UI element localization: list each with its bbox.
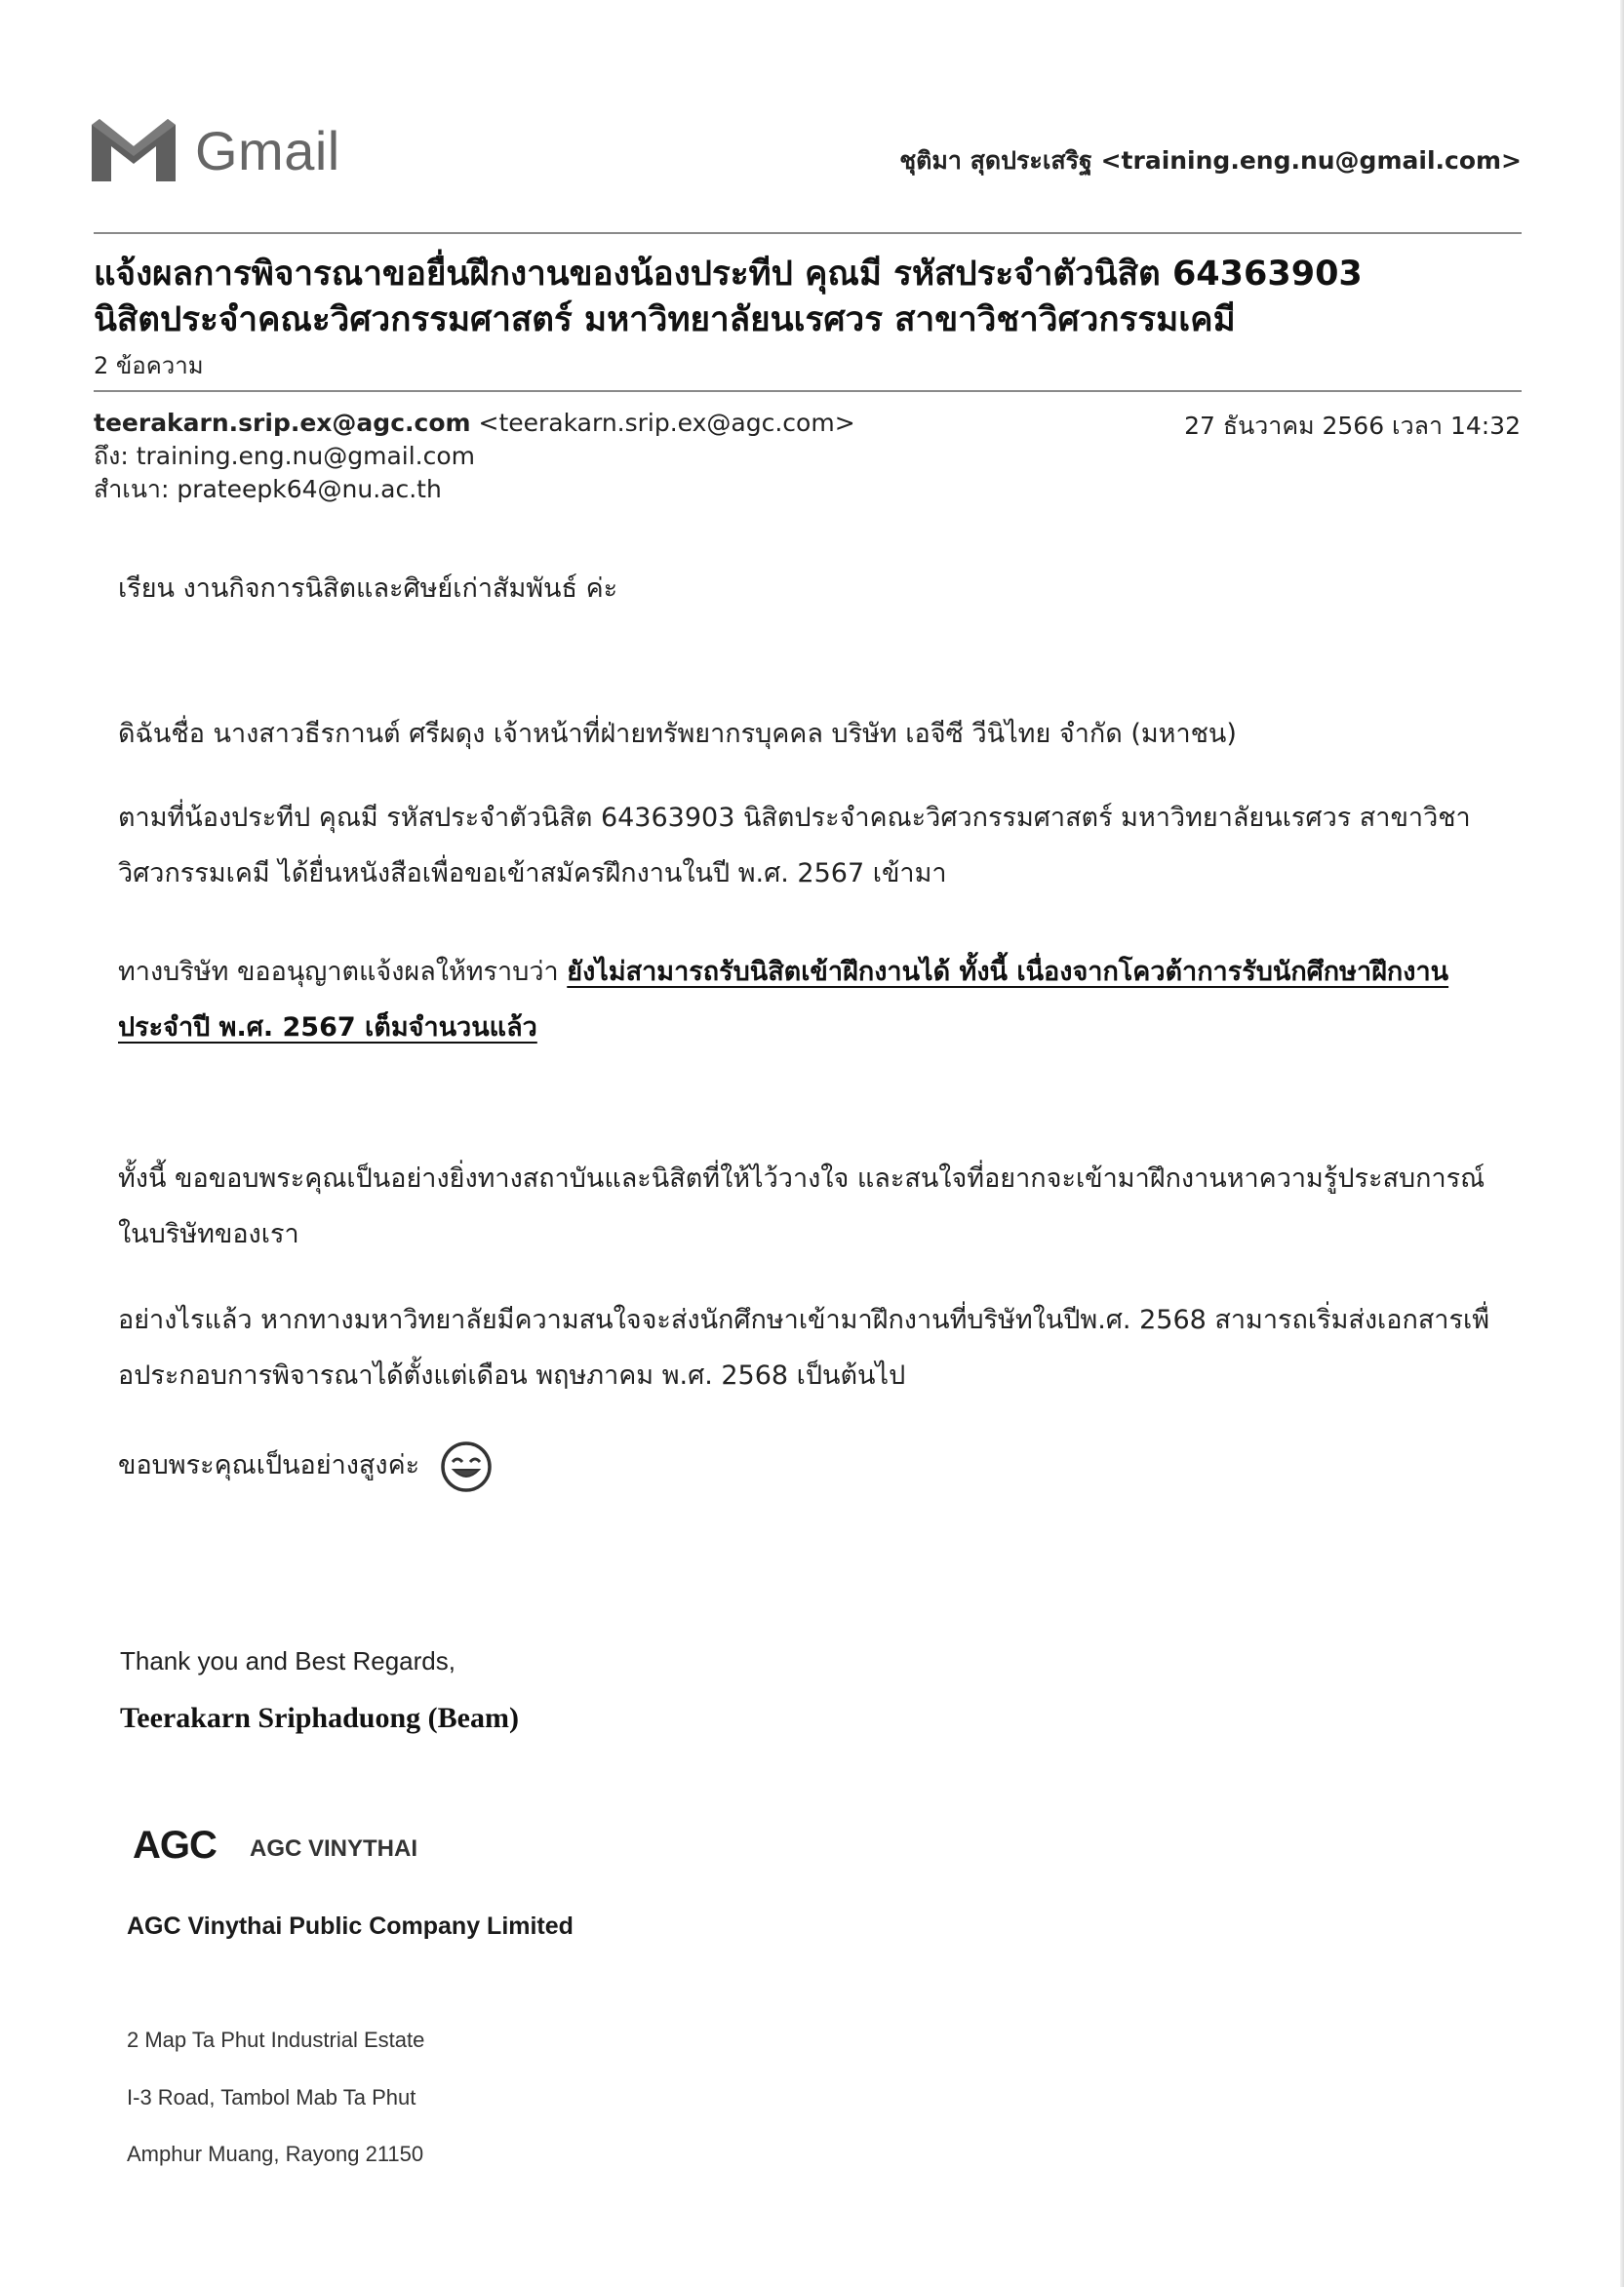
- sign-off: Thank you and Best Regards,: [120, 1646, 456, 1676]
- paragraph-request: [118, 790, 1503, 901]
- thread-subject: [94, 252, 1537, 343]
- closing-line: [118, 1438, 1503, 1493]
- paragraph-line: ทั้งนี้ ขอขอบพระคุณเป็นอย่างยิ่งทางสถาบันและนิสิตที่ให้ไว้วางใจ และสนใจที่อยากจะเข้ามาฝึกงานหาความรู้ประสบการณ์: [118, 1163, 1485, 1194]
- sender-address: <teerakarn.srip.ex@agc.com>: [478, 409, 855, 437]
- subject-line-2: นิสิตประจำคณะวิศวกรรมศาสตร์ มหาวิทยาลัยนเรศวร สาขาวิชาวิศวกรรมเคมี: [94, 300, 1236, 339]
- signer-name: Teerakarn Sriphaduong (Beam): [120, 1702, 519, 1734]
- smiley-face-icon: [440, 1440, 493, 1493]
- address-line: I-3 Road, Tambol Mab Ta Phut: [127, 2085, 416, 2110]
- greeting: เรียน งานกิจการนิสิตและศิษย์เก่าสัมพันธ์ ค่ะ: [118, 573, 618, 604]
- intro-paragraph: ดิฉันชื่อ นางสาวธีรกานต์ ศรีผดุง เจ้าหน้าที่ฝ่ายทรัพยากรบุคคล บริษัท เอจีซี วีนิไทย จำกัด (มหาชน): [118, 719, 1237, 749]
- account-label: ชุติมา สุดประเสริฐ <training.eng.nu@gmail.com>: [899, 146, 1522, 175]
- scan-edge: [1620, 0, 1624, 2287]
- paragraph-line: วิศวกรรมเคมี ได้ยื่นหนังสือเพื่อขอเข้าสมัครฝึกงานในปี พ.ศ. 2567 เข้ามา: [118, 858, 947, 888]
- paragraph-line: อประกอบการพิจารณาได้ตั้งแต่เดือน พฤษภาคม พ.ศ. 2568 เป็นต้นไป: [118, 1360, 906, 1391]
- cc-recipient: สำเนา: prateepk64@nu.ac.th: [94, 475, 442, 503]
- subject-line-1: แจ้งผลการพิจารณาขอยื่นฝึกงานของน้องประทีป คุณมี รหัสประจำตัวนิสิต 64363903: [94, 255, 1363, 294]
- paragraph-thanks: [118, 1151, 1503, 1262]
- paragraph-line: ตามที่น้องประทีป คุณมี รหัสประจำตัวนิสิต 64363903 นิสิตประจำคณะวิศวกรรมศาสตร์ มหาวิทยาลัยนเรศวร สาขาวิชา: [118, 803, 1471, 833]
- result-emphasis: ประจำปี พ.ศ. 2567 เต็มจำนวนแล้ว: [118, 1012, 537, 1043]
- agc-brand-name: AGC VINYTHAI: [250, 1835, 418, 1862]
- sender-name: teerakarn.srip.ex@agc.com: [94, 409, 471, 437]
- paragraph-line: อย่างไรแล้ว หากทางมหาวิทยาลัยมีความสนใจจะส่งนักศึกษาเข้ามาฝึกงานที่บริษัทในปีพ.ศ. 2568 สามารถเริ่มส่งเอกสารเพื่: [118, 1305, 1489, 1335]
- sender: [94, 407, 855, 440]
- recipient: ถึง: training.eng.nu@gmail.com: [94, 442, 476, 470]
- result-prefix: ทางบริษัท ขออนุญาตแจ้งผลให้ทราบว่า: [118, 957, 568, 987]
- closing-text: ขอบพระคุณเป็นอย่างสูงค่ะ: [118, 1450, 420, 1480]
- paragraph-next-year: [118, 1292, 1503, 1403]
- message-count: 2 ข้อความ: [94, 352, 204, 379]
- agc-logo: AGC: [133, 1824, 217, 1867]
- message-date: 27 ธันวาคม 2566 เวลา 14:32: [1184, 412, 1521, 440]
- address-line: 2 Map Ta Phut Industrial Estate: [127, 2028, 425, 2052]
- gmail-logo-icon: [92, 117, 176, 181]
- paragraph-line: ในบริษัทของเรา: [118, 1219, 299, 1249]
- company-name: AGC Vinythai Public Company Limited: [127, 1912, 574, 1940]
- app-name: Gmail: [195, 120, 340, 181]
- thread-divider: [94, 390, 1522, 392]
- address-line: Amphur Muang, Rayong 21150: [127, 2142, 424, 2166]
- paragraph-result: [118, 944, 1503, 1055]
- header-divider: [94, 232, 1522, 234]
- result-emphasis: ยังไม่สามารถรับนิสิตเข้าฝึกงานได้ ทั้งนี้ เนื่องจากโควต้าการรับนักศึกษาฝึกงาน: [567, 957, 1449, 987]
